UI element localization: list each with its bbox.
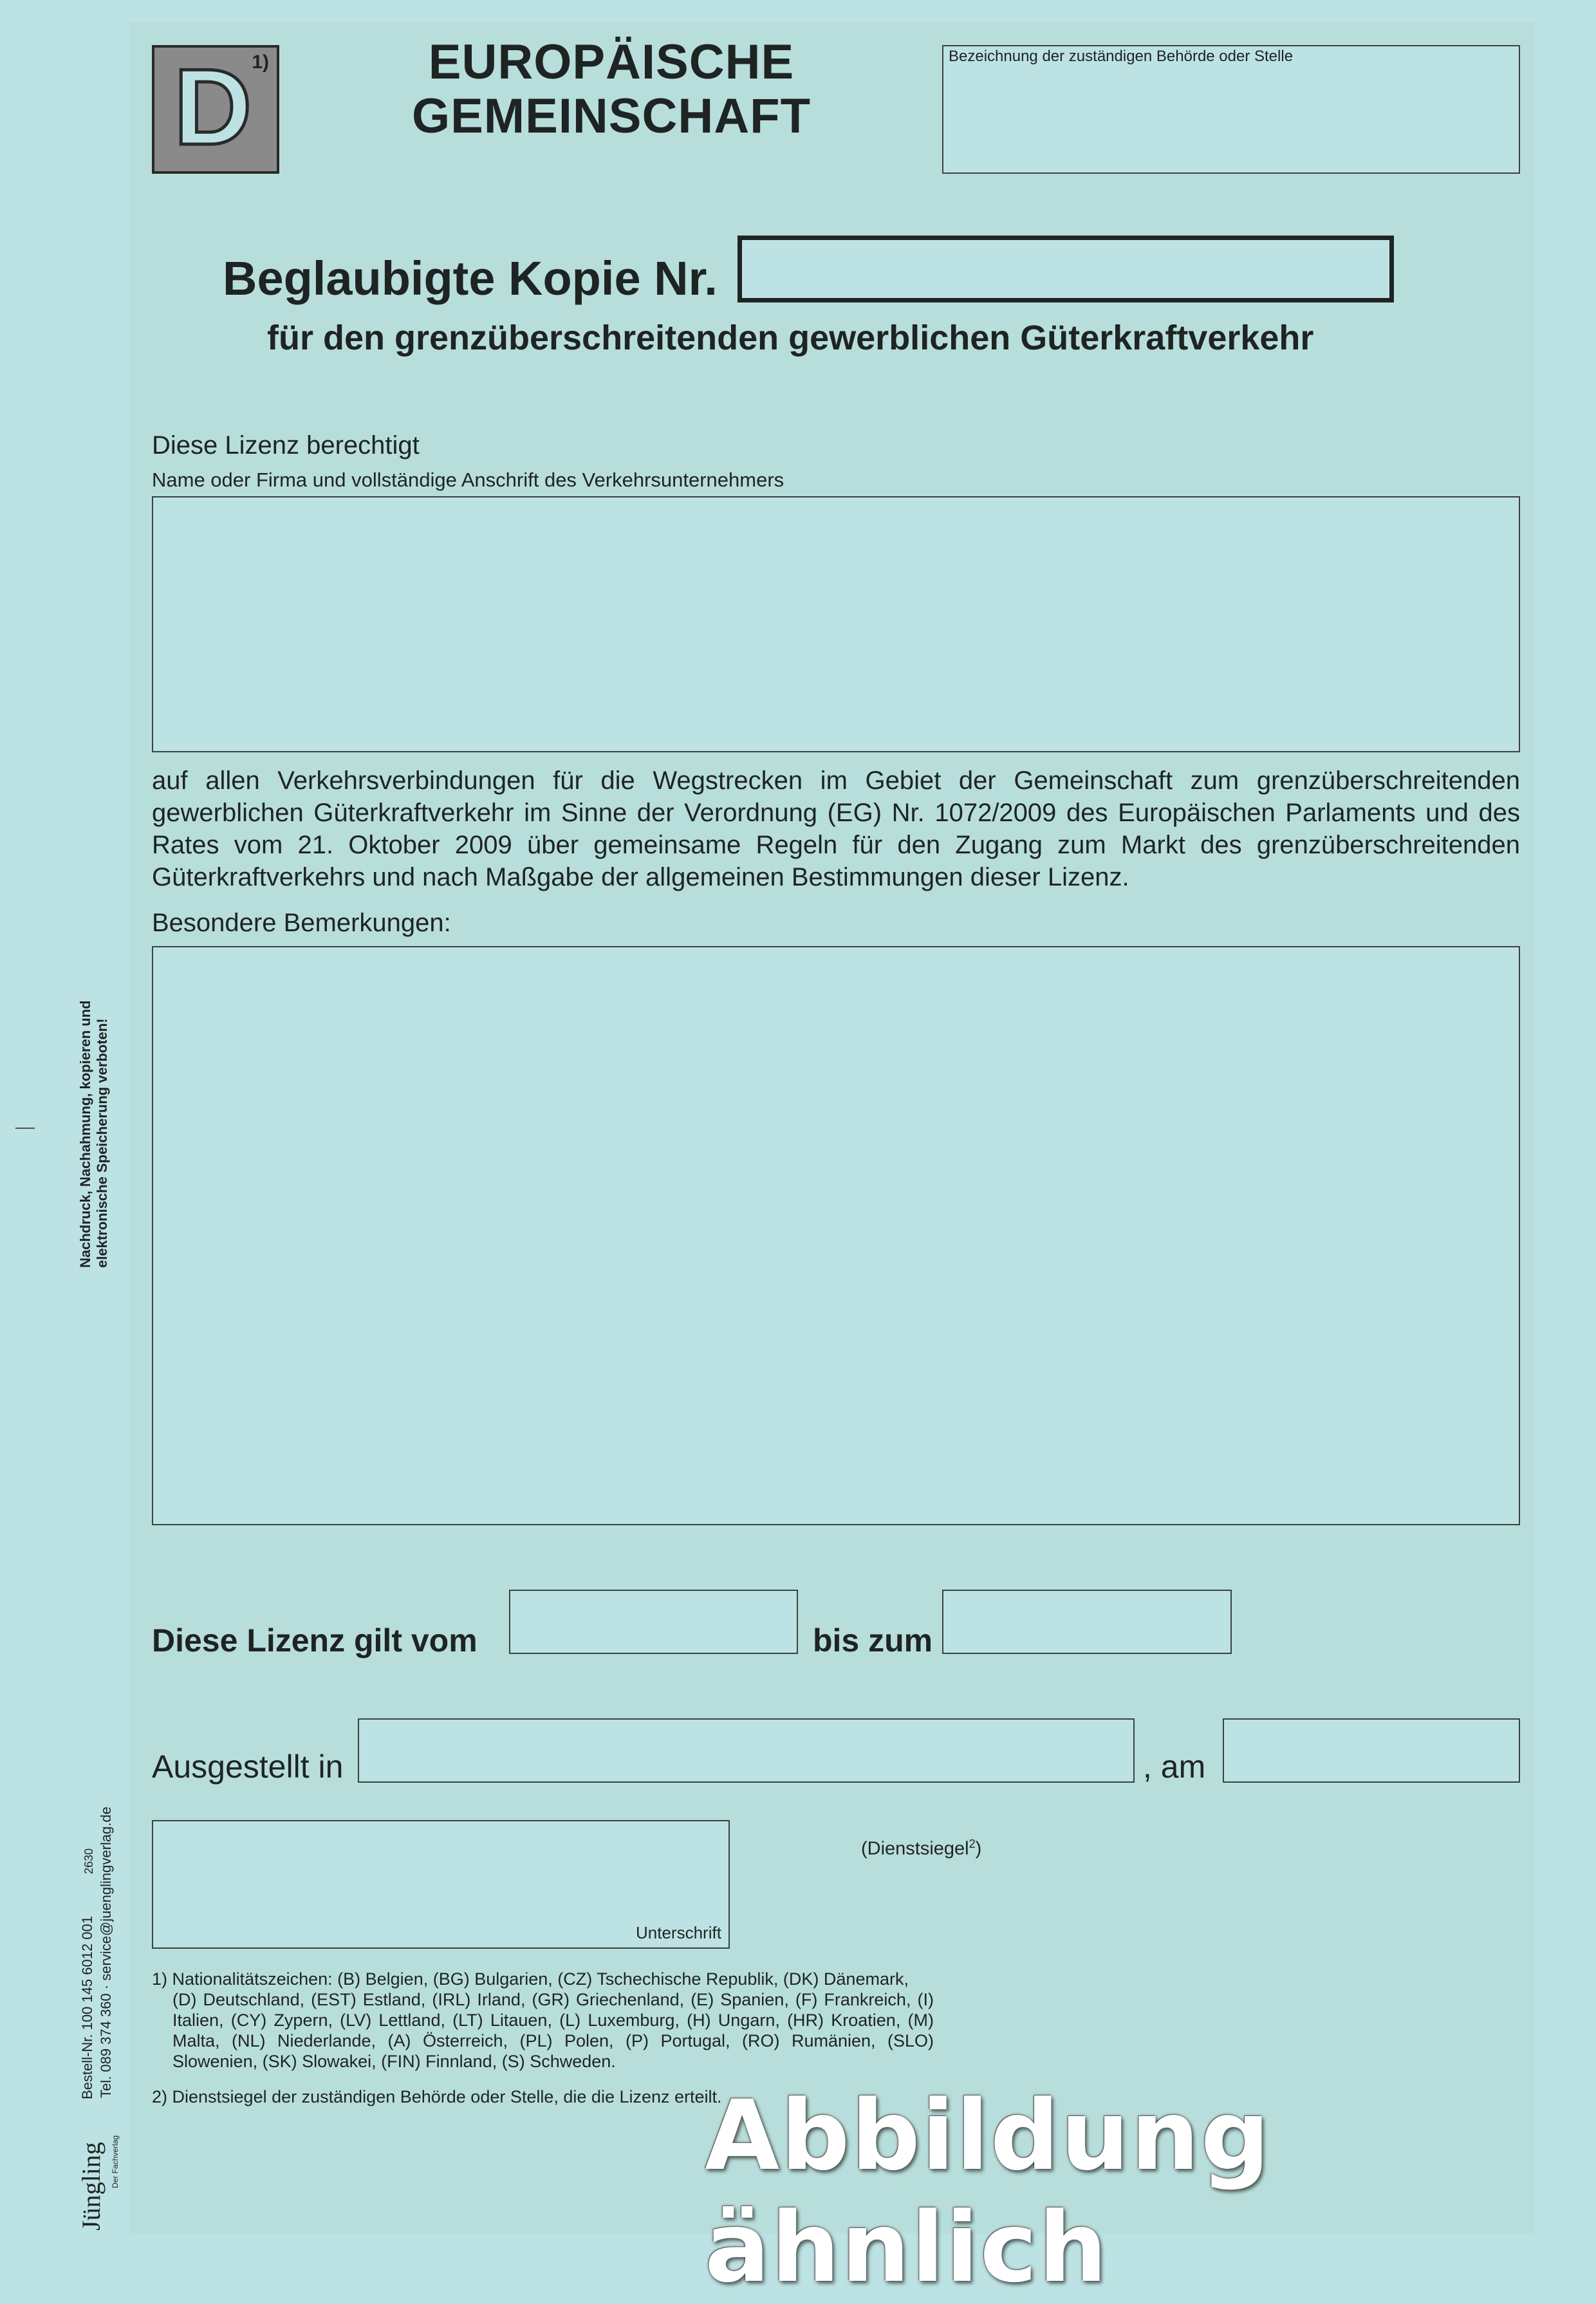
issued-in-field[interactable] (358, 1718, 1135, 1783)
seal-label-close: ) (975, 1838, 982, 1859)
copyright-line2: elektronische Speicherung verboten! (94, 1018, 110, 1268)
remarks-field[interactable] (152, 946, 1520, 1525)
footnote-1-first-line: 1) Nationalitätszeichen: (B) Belgien, (BG) Bulgarien, (CZ) Tschechische Republik, (DK) Dänemark, (152, 1969, 909, 1989)
issued-on-field[interactable] (1223, 1718, 1520, 1783)
publisher-tagline: Der Fachverlag (111, 2135, 120, 2188)
footnote-1 (152, 1969, 934, 2072)
publisher-logo: Jüngling (77, 2142, 106, 2231)
document-title: Beglaubigte Kopie Nr. (223, 252, 718, 305)
seal-footnote-marker: 2 (969, 1837, 976, 1850)
fold-mark (15, 1128, 35, 1129)
country-code-box (152, 45, 279, 174)
country-footnote-marker: 1) (252, 51, 269, 73)
valid-to-label: bis zum (813, 1622, 933, 1658)
valid-from-label: Diese Lizenz gilt vom (152, 1622, 478, 1658)
issued-on-label: , am (1143, 1749, 1206, 1785)
copy-number-field[interactable] (738, 236, 1394, 302)
footnote-2: 2) Dienstsiegel der zuständigen Behörde oder Stelle, die die Lizenz erteilt. (152, 2087, 722, 2106)
community-title-line2: GEMEINSCHAFT (412, 89, 811, 144)
community-title-line1: EUROPÄISCHE (428, 35, 795, 89)
footnote-1-rest: (D) Deutschland, (EST) Estland, (IRL) Irland, (GR) Griechenland, (E) Spanien, (F) Frankreich, (I) Italien, (CY) Zypern, (LV) Lettland, (LT) Litauen, (L) Luxemburg, (H) Ungarn, (HR) Kroatien, (M) Malta, (NL) Niederlande, (A) Österreich, (PL) Polen, (P) Portugal, (RO) Rumänien, (SLO) Slowenien, (SK) Slowakei, (FIN) Finnland, (S) Schweden. (172, 1990, 934, 2071)
license-intro: Diese Lizenz berechtigt (152, 431, 420, 460)
country-code: D (174, 46, 252, 167)
watermark: Abbildung ähnlich (705, 2080, 1271, 2304)
community-title (386, 35, 837, 144)
holder-label: Name oder Firma und vollständige Anschrift des Verkehrsunternehmers (152, 469, 784, 491)
form-code: 2630 (82, 1848, 95, 1874)
remarks-label: Besondere Bemerkungen: (152, 909, 451, 937)
order-number: Bestell-Nr. 100 145 6012 001 (79, 1916, 95, 2099)
copyright-line1: Nachdruck, Nachahmung, kopieren und (77, 1000, 93, 1268)
valid-from-field[interactable] (509, 1590, 798, 1654)
copyright-notice (77, 1000, 111, 1268)
holder-field[interactable] (152, 496, 1520, 752)
document-subtitle: für den grenzüberschreitenden gewerblichen Güterkraftverkehr (267, 319, 1314, 357)
valid-to-field[interactable] (942, 1590, 1232, 1654)
seal-label-text: (Dienstsiegel (861, 1838, 969, 1859)
license-body-text: auf allen Verkehrsverbindungen für die Wegstrecken im Gebiet der Gemeinschaft zum grenzüberschreitenden gewerblichen Güterkraftverkehr im Sinne der Verordnung (EG) Nr. 1072/2009 des Europäischen Parlaments und des Rates vom 21. Oktober 2009 über gemeinsame Regeln für den Zugang zum Markt des grenzüberschreitenden Güterkraftverkehrs und nach Maßgabe der allgemeinen Bestimmungen dieser Lizenz. (152, 766, 1520, 891)
issued-in-label: Ausgestellt in (152, 1749, 344, 1785)
signature-label: Unterschrift (636, 1923, 721, 1942)
authority-label: Bezeichnung der zuständigen Behörde oder Stelle (949, 48, 1294, 65)
seal-label (861, 1837, 981, 1860)
publisher-contact: Tel. 089 374 360 · service@juenglingverlag.de (98, 1807, 114, 2098)
